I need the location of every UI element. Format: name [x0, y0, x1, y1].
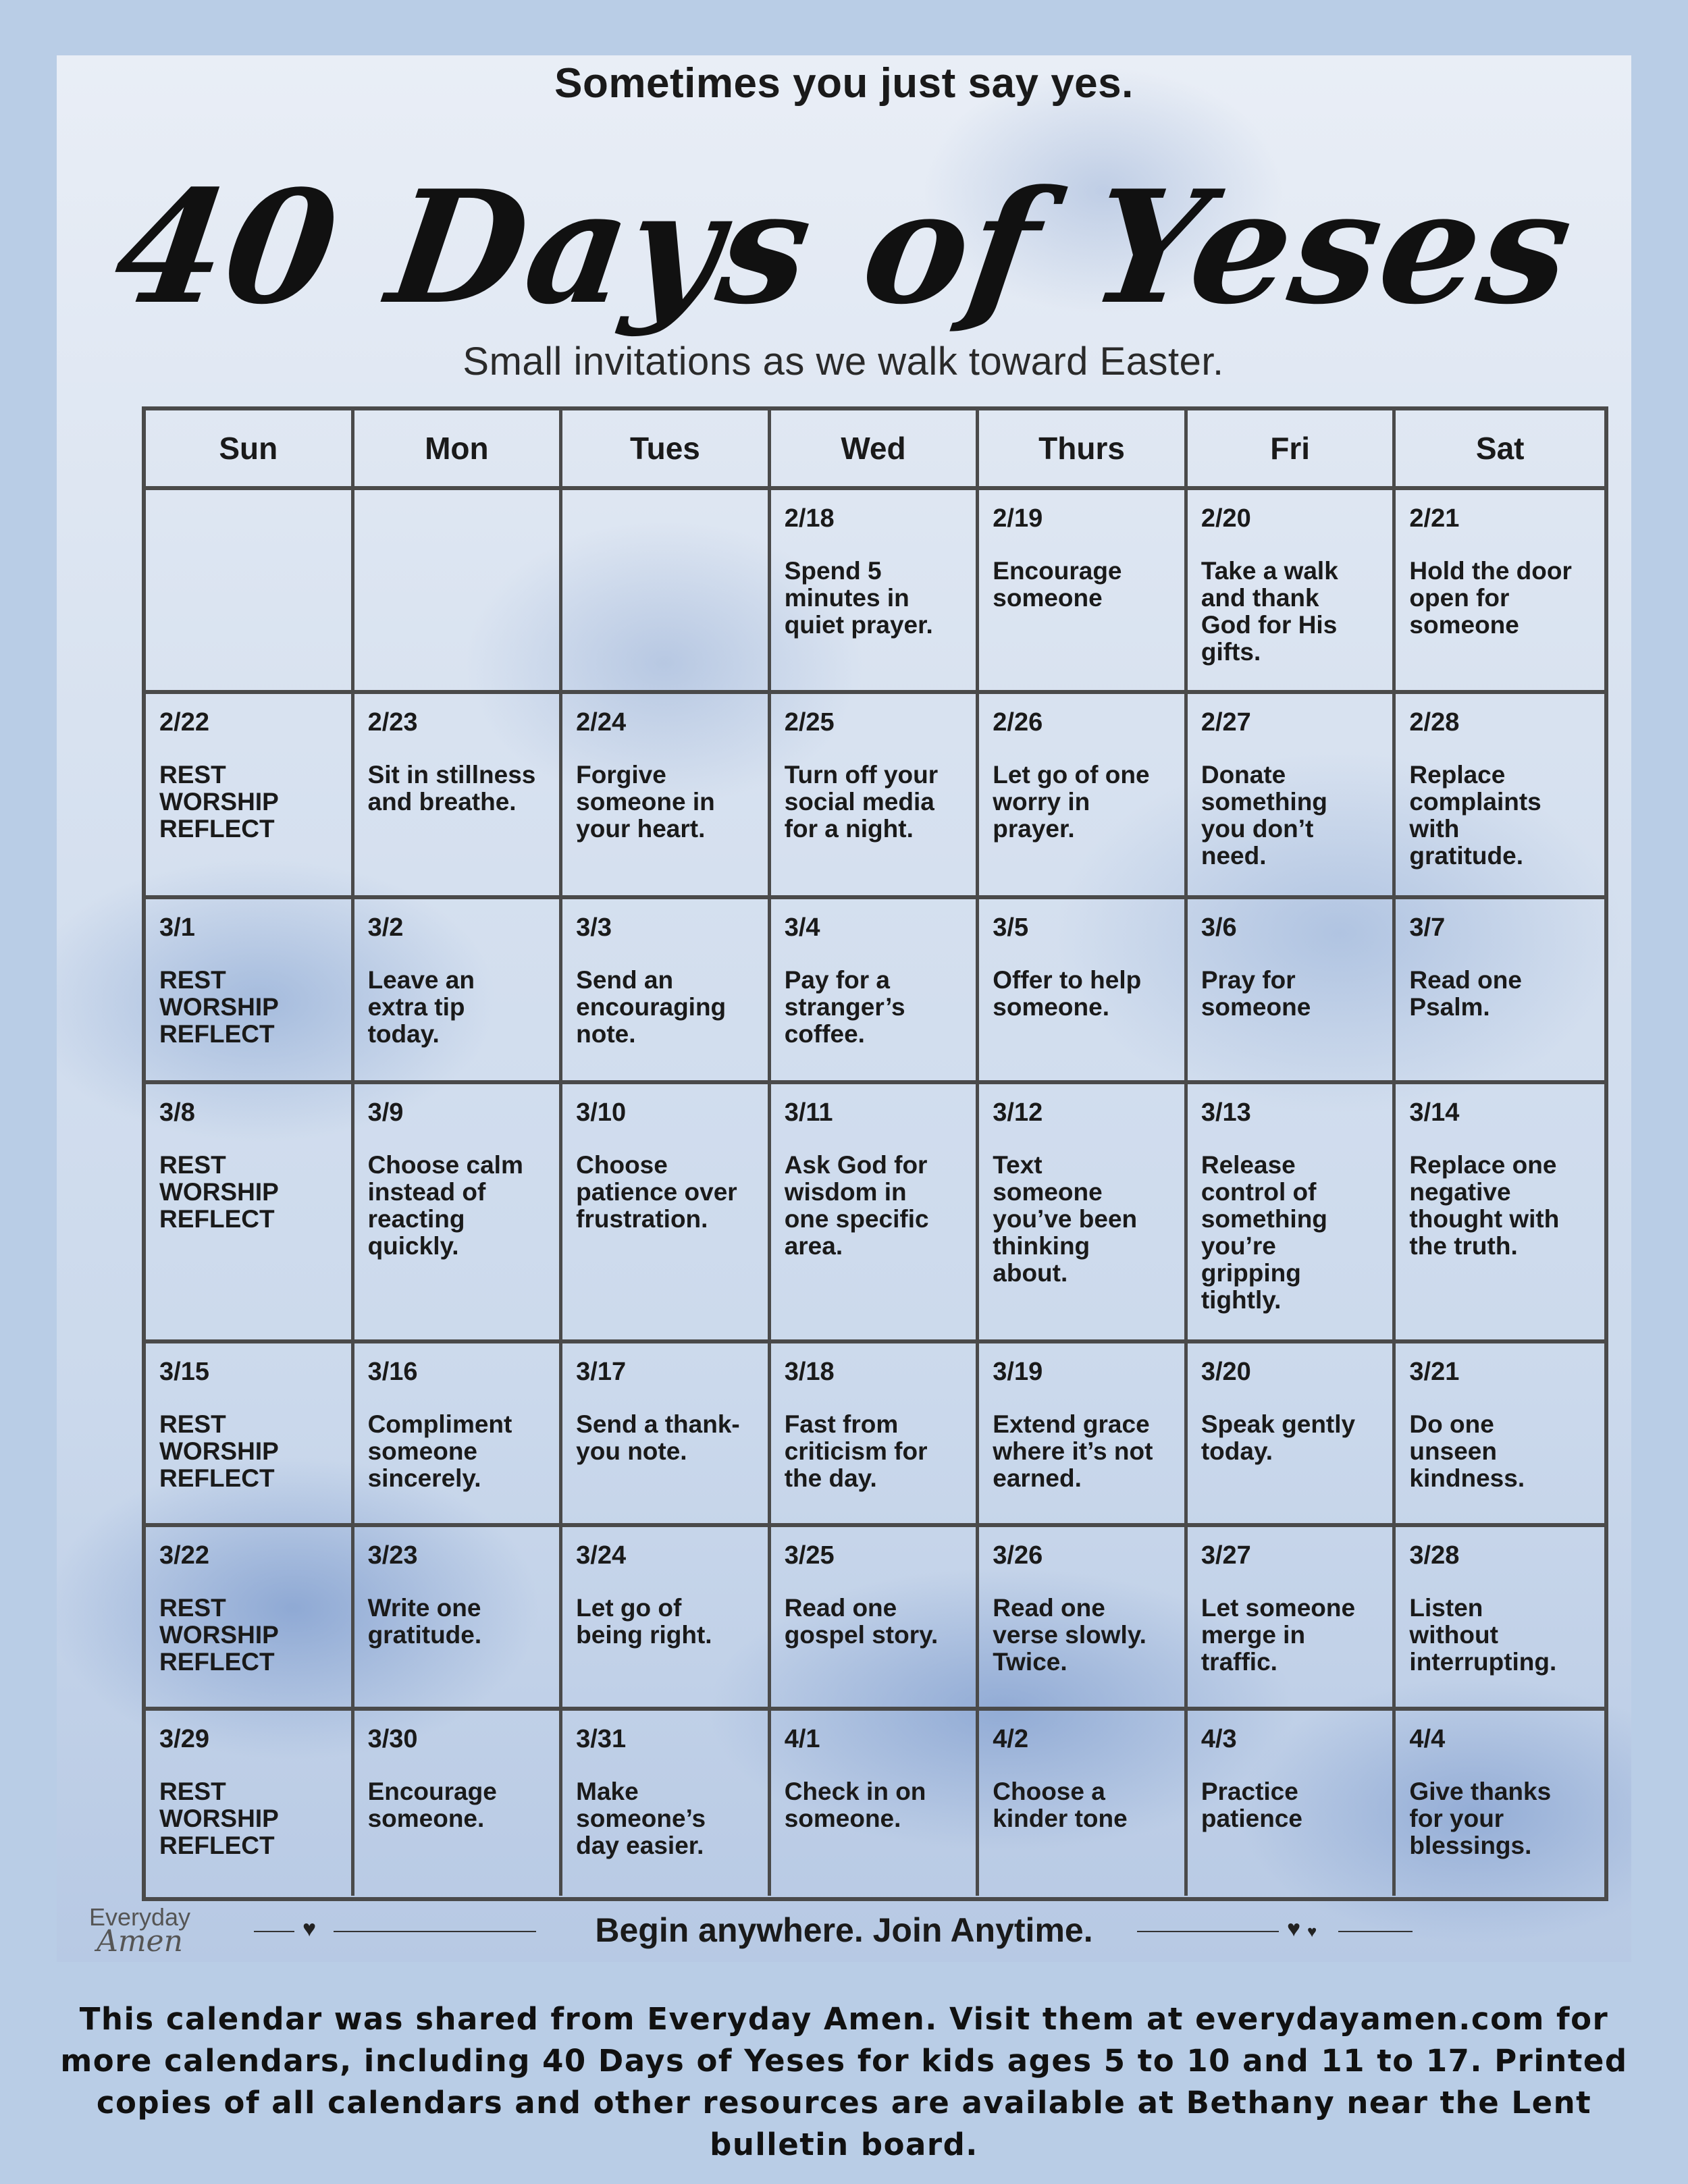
- day-cell: [979, 694, 1188, 899]
- cell-task: Do one unseen kindness.: [1409, 1410, 1525, 1492]
- day-cell: [146, 1084, 354, 1343]
- cell-task: Hold the door open for someone: [1409, 557, 1572, 639]
- cell-date: 3/4: [784, 913, 820, 942]
- cell-date: 3/21: [1409, 1358, 1460, 1386]
- cell-task: Take a walk and thank God for His gifts.: [1201, 557, 1338, 666]
- cell-task: Ask God for wisdom in one specific area.: [784, 1151, 929, 1260]
- cell-task: Make someone’s day easier.: [576, 1778, 706, 1859]
- cell-date: 3/18: [784, 1358, 835, 1386]
- cell-task: Read one Psalm.: [1409, 966, 1522, 1021]
- day-cell: [771, 490, 980, 694]
- poster-footer: [57, 1905, 1631, 1959]
- cell-task: Listen without interrupting.: [1409, 1594, 1557, 1676]
- day-cell: [771, 1527, 980, 1711]
- day-header-sat: Sat: [1396, 410, 1604, 490]
- cell-date: 3/20: [1201, 1358, 1251, 1386]
- brand-line-1: Everyday: [88, 1903, 191, 1931]
- day-cell: [1396, 1527, 1604, 1711]
- cell-task: Donate something you don’t need.: [1201, 761, 1327, 870]
- cell-date: [159, 504, 338, 558]
- day-cell: [771, 694, 980, 899]
- day-header-fri: Fri: [1188, 410, 1396, 490]
- cell-task: Encourage someone.: [367, 1778, 497, 1832]
- cell-date: 3/28: [1409, 1541, 1460, 1570]
- day-cell: [146, 1343, 354, 1527]
- divider-line: [1137, 1931, 1279, 1932]
- cell-date: 4/3: [1201, 1725, 1237, 1753]
- brand-line-2: Amen: [97, 1924, 183, 1959]
- day-header-wed: Wed: [771, 410, 980, 490]
- cell-date: 3/12: [993, 1098, 1043, 1127]
- cell-date: 3/29: [159, 1725, 209, 1753]
- cell-task: REST WORSHIP REFLECT: [159, 1151, 279, 1233]
- day-header-thurs: Thurs: [979, 410, 1188, 490]
- cell-task: Practice patience: [1201, 1778, 1302, 1832]
- cell-task: Replace complaints with gratitude.: [1409, 761, 1541, 870]
- day-cell: [1396, 490, 1604, 694]
- heart-icon: ♥: [302, 1916, 317, 1942]
- cell-date: 2/24: [576, 708, 627, 737]
- day-cell: [562, 694, 771, 899]
- cell-task: Leave an extra tip today.: [367, 966, 475, 1048]
- cell-date: [368, 504, 546, 558]
- calendar-poster: [57, 55, 1631, 1962]
- cell-task: Let go of one worry in prayer.: [993, 761, 1150, 843]
- day-cell: [562, 1084, 771, 1343]
- empty-day-cell: [562, 490, 771, 694]
- day-cell: [771, 1711, 980, 1896]
- cell-task: REST WORSHIP REFLECT: [159, 1594, 279, 1676]
- day-header-mon: Mon: [354, 410, 563, 490]
- cell-task: Forgive someone in your heart.: [576, 761, 715, 843]
- cell-date: 3/2: [367, 913, 404, 942]
- tagline: Sometimes you just say yes.: [554, 60, 1134, 107]
- day-cell: [562, 899, 771, 1084]
- cell-date: 2/25: [784, 708, 835, 737]
- cell-date: 2/22: [159, 708, 209, 737]
- day-cell: [354, 1527, 563, 1711]
- day-cell: [979, 1084, 1188, 1343]
- cell-date: 3/17: [576, 1358, 627, 1386]
- day-cell: [1396, 1711, 1604, 1896]
- day-header-tues: Tues: [562, 410, 771, 490]
- cell-date: 3/24: [576, 1541, 627, 1570]
- cell-task: REST WORSHIP REFLECT: [159, 1778, 279, 1859]
- cell-date: 2/21: [1409, 504, 1460, 533]
- cell-date: 3/31: [576, 1725, 627, 1753]
- day-cell: [979, 1343, 1188, 1527]
- day-cell: [979, 1711, 1188, 1896]
- day-cell: [1396, 1084, 1604, 1343]
- cell-task: Extend grace where it’s not earned.: [993, 1410, 1153, 1492]
- cell-date: 2/26: [993, 708, 1043, 737]
- cell-date: 3/19: [993, 1358, 1043, 1386]
- cell-date: 3/8: [159, 1098, 195, 1127]
- cell-task: Replace one negative thought with the truth.: [1409, 1151, 1560, 1260]
- cell-date: 3/13: [1201, 1098, 1251, 1127]
- cell-date: 3/25: [784, 1541, 835, 1570]
- cell-task: Spend 5 minutes in quiet prayer.: [784, 557, 933, 639]
- cell-task: REST WORSHIP REFLECT: [159, 966, 279, 1048]
- day-cell: [354, 694, 563, 899]
- heart-icon: ♥: [1287, 1916, 1301, 1942]
- empty-day-cell: [146, 490, 354, 694]
- cell-task: Turn off your social media for a night.: [784, 761, 939, 843]
- day-cell: [562, 1711, 771, 1896]
- cell-date: 2/18: [784, 504, 835, 533]
- cell-task: Read one verse slowly. Twice.: [993, 1594, 1146, 1676]
- cell-date: 3/14: [1409, 1098, 1460, 1127]
- cell-date: 3/9: [367, 1098, 404, 1127]
- cell-task: Choose calm instead of reacting quickly.: [367, 1151, 523, 1260]
- cell-task: Let go of being right.: [576, 1594, 712, 1649]
- day-cell: [1188, 1343, 1396, 1527]
- cell-date: 4/2: [993, 1725, 1029, 1753]
- cell-date: 3/16: [367, 1358, 418, 1386]
- day-cell: [1188, 694, 1396, 899]
- cell-date: 3/11: [784, 1098, 833, 1127]
- cell-task: Offer to help someone.: [993, 966, 1142, 1021]
- day-cell: [1188, 490, 1396, 694]
- cell-date: 4/1: [784, 1725, 820, 1753]
- cell-task: Release control of something you’re gripping tightly.: [1201, 1151, 1327, 1314]
- day-cell: [146, 899, 354, 1084]
- day-cell: [771, 1343, 980, 1527]
- day-cell: [146, 1711, 354, 1896]
- cell-date: 3/6: [1201, 913, 1237, 942]
- poster-subtitle: Small invitations as we walk toward Easter.: [463, 340, 1224, 383]
- cell-task: Send an encouraging note.: [576, 966, 727, 1048]
- cell-date: 3/10: [576, 1098, 627, 1127]
- day-cell: [146, 1527, 354, 1711]
- cell-date: 3/22: [159, 1541, 209, 1570]
- day-cell: [354, 1084, 563, 1343]
- cell-date: 3/23: [367, 1541, 418, 1570]
- cell-date: 3/5: [993, 913, 1029, 942]
- cell-task: Send a thank- you note.: [576, 1410, 740, 1465]
- day-cell: [1188, 1711, 1396, 1896]
- cell-task: Pay for a stranger’s coffee.: [784, 966, 905, 1048]
- day-cell: [979, 490, 1188, 694]
- cell-task: Let someone merge in traffic.: [1201, 1594, 1356, 1676]
- cell-task: Sit in stillness and breathe.: [367, 761, 536, 816]
- cell-date: 3/26: [993, 1541, 1043, 1570]
- cell-date: 2/23: [367, 708, 418, 737]
- cell-task: Text someone you’ve been thinking about.: [993, 1151, 1138, 1287]
- day-cell: [1188, 899, 1396, 1084]
- cell-date: 2/20: [1201, 504, 1251, 533]
- calendar-grid: [142, 406, 1608, 1901]
- share-note: This calendar was shared from Everyday Amen. Visit them at everydayamen.com for more calendars, including 40 Days of Yeses for kids ages 5 to 10 and 11 to 17. Printed copies of all calendars and other resources are available at Bethany near the Lent bulletin board.: [60, 2001, 1628, 2162]
- cell-task: Compliment someone sincerely.: [367, 1410, 512, 1492]
- day-cell: [1188, 1084, 1396, 1343]
- empty-day-cell: [354, 490, 563, 694]
- day-cell: [771, 899, 980, 1084]
- cell-task: Give thanks for your blessings.: [1409, 1778, 1552, 1859]
- cell-date: [576, 504, 754, 558]
- cell-task: Write one gratitude.: [367, 1594, 482, 1649]
- day-cell: [1188, 1527, 1396, 1711]
- heart-icon: ♥: [1307, 1923, 1317, 1941]
- cell-task: Check in on someone.: [784, 1778, 926, 1832]
- cell-date: 2/19: [993, 504, 1043, 533]
- divider-line: [1338, 1931, 1413, 1932]
- cell-task: Speak gently today.: [1201, 1410, 1356, 1465]
- cell-task: Read one gospel story.: [784, 1594, 939, 1649]
- cell-date: 3/27: [1201, 1541, 1251, 1570]
- cell-date: 3/15: [159, 1358, 209, 1386]
- cell-task: Encourage someone: [993, 557, 1122, 612]
- day-cell: [562, 1527, 771, 1711]
- day-cell: [354, 899, 563, 1084]
- cell-date: 3/7: [1409, 913, 1446, 942]
- cell-date: 3/1: [159, 913, 195, 942]
- cell-task: Fast from criticism for the day.: [784, 1410, 928, 1492]
- cell-task: REST WORSHIP REFLECT: [159, 1410, 279, 1492]
- begin-anywhere-text: Begin anywhere. Join Anytime.: [595, 1911, 1093, 1949]
- day-cell: [979, 899, 1188, 1084]
- day-cell: [354, 1343, 563, 1527]
- day-cell: [1396, 694, 1604, 899]
- day-cell: [354, 1711, 563, 1896]
- day-cell: [979, 1527, 1188, 1711]
- day-cell: [1396, 899, 1604, 1084]
- cell-task: Choose a kinder tone: [993, 1778, 1128, 1832]
- cell-date: 4/4: [1409, 1725, 1446, 1753]
- day-cell: [1396, 1343, 1604, 1527]
- day-header-sun: Sun: [146, 410, 354, 490]
- day-cell: [562, 1343, 771, 1527]
- day-cell: [771, 1084, 980, 1343]
- poster-title: 40 Days of Yeses: [104, 157, 1584, 339]
- cell-task: Pray for someone: [1201, 966, 1311, 1021]
- cell-date: 2/27: [1201, 708, 1251, 737]
- cell-task: REST WORSHIP REFLECT: [159, 761, 279, 843]
- day-cell: [146, 694, 354, 899]
- cell-date: 3/3: [576, 913, 612, 942]
- cell-date: 2/28: [1409, 708, 1460, 737]
- cell-date: 3/30: [367, 1725, 418, 1753]
- cell-task: Choose patience over frustration.: [576, 1151, 737, 1233]
